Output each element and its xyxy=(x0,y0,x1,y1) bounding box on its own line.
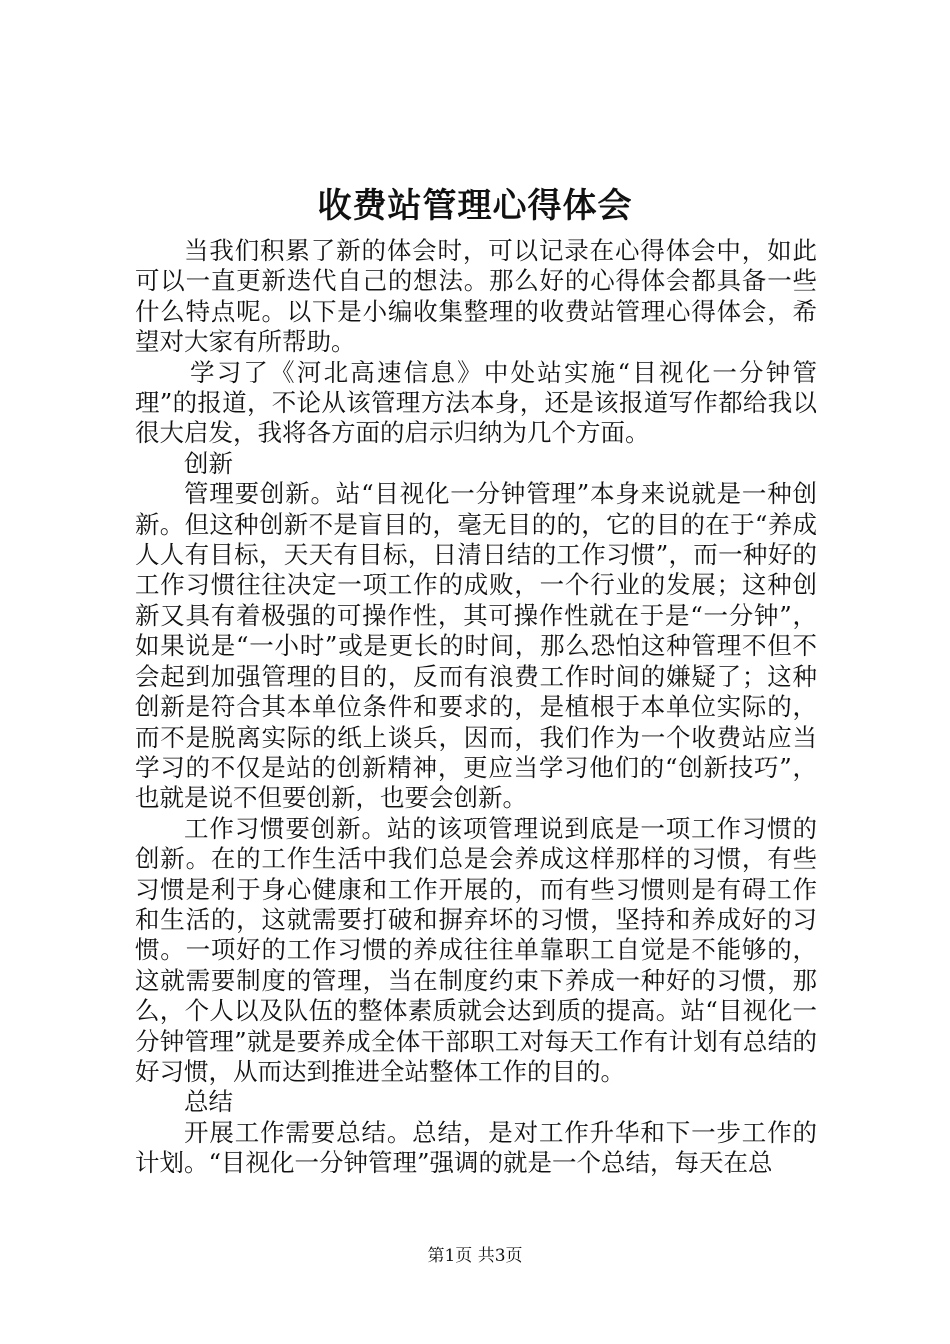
document-body xyxy=(135,236,817,1179)
paragraph-2: 管理要创新。站“目视化一分钟管理”本身来说就是一种创新。但这种创新不是盲目的，毫无目的的，它的目的在于“养成人人有目标，天天有目标，日清日结的工作习惯”，而一种好的工作习惯往往决定一项工作的成败，一个行业的发展；这种创新又具有着极强的可操作性，其可操作性就在于是“一分钟”，如果说是“一小时”或是更长的时间，那么恐怕这种管理不但不会起到加强管理的目的，反而有浪费工作时间的嫌疑了；这种创新是符合其本单位条件和要求的，是植根于本单位实际的，而不是脱离实际的纸上谈兵，因而，我们作为一个收费站应当学习的不仅是站的创新精神，更应当学习他们的“创新技巧”，也就是说不但要创新，也要会创新。 xyxy=(135,479,817,813)
paragraph-3: 工作习惯要创新。站的该项管理说到底是一项工作习惯的创新。在的工作生活中我们总是会养成这样那样的习惯，有些习惯是利于身心健康和工作开展的，而有些习惯则是有碍工作和生活的，这就需要打破和摒弃坏的习惯，坚持和养成好的习惯。一项好的工作习惯的养成往往单靠职工自觉是不能够的，这就需要制度的管理，当在制度约束下养成一种好的习惯，那么，个人以及队伍的整体素质就会达到质的提高。站“目视化一分钟管理”就是要养成全体干部职工对每天工作有计划有总结的好习惯，从而达到推进全站整体工作的目的。 xyxy=(135,813,817,1086)
page-footer: 第1页 共3页 xyxy=(427,1246,523,1266)
paragraph-1: 学习了《河北高速信息》中处站实施“目视化一分钟管理”的报道，不论从该管理方法本身，还是该报道写作都给我以很大启发，我将各方面的启示归纳为几个方面。 xyxy=(135,357,817,448)
section-heading-summary: 总结 xyxy=(184,1087,233,1117)
paragraph-4: 开展工作需要总结。总结，是对工作升华和下一步工作的计划。“目视化一分钟管理”强调的就是一个总结，每天在总 xyxy=(135,1117,817,1178)
document-title: 收费站管理心得体会 xyxy=(317,186,633,226)
section-heading-innovation: 创新 xyxy=(184,448,233,478)
intro-paragraph: 当我们积累了新的体会时，可以记录在心得体会中，如此可以一直更新迭代自己的想法。那么好的心得体会都具备一些什么特点呢。以下是小编收集整理的收费站管理心得体会，希望对大家有所帮助。 xyxy=(135,236,817,357)
